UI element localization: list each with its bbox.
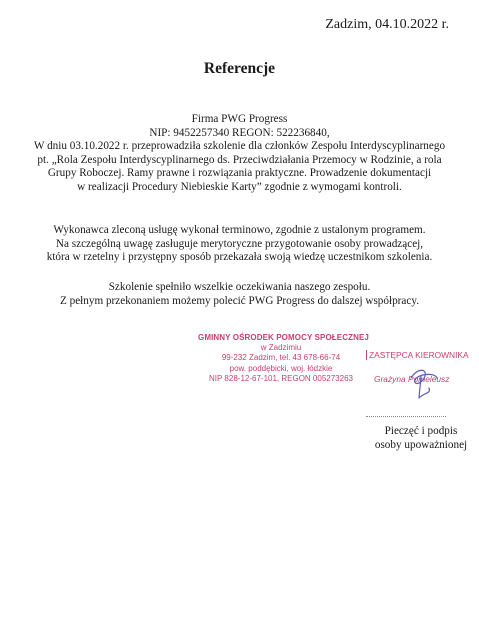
stamp-line: 99-232 Zadzim, tel. 43 678-66-74 xyxy=(221,353,341,363)
paragraph-line: Szkolenie spełniło wszelkie oczekiwania naszego zespołu. xyxy=(108,281,371,293)
signature-caption xyxy=(362,425,479,453)
paragraph-line: Z pełnym przekonaniem możemy polecić PWG Progress do dalszej współpracy. xyxy=(59,294,420,307)
letter-title: Referencje xyxy=(203,60,276,77)
paragraph-line: Na szczególną uwagę zasługuje merytoryczne przygotowanie osoby prowadzącej, xyxy=(55,237,424,250)
company-paragraph xyxy=(10,113,469,195)
signature-line xyxy=(366,416,446,417)
evaluation-paragraph xyxy=(10,224,469,265)
company-identifiers: NIP: 9452257340 REGON: 522236840, xyxy=(149,126,330,139)
deputy-title: ZASTĘPCA KIEROWNIKA xyxy=(366,350,476,360)
recommendation-paragraph xyxy=(10,281,469,308)
office-stamp xyxy=(198,333,369,384)
handwritten-signature xyxy=(405,364,445,404)
stamp-line: pow. poddębicki, woj. łódzkie xyxy=(229,363,333,373)
paragraph-line: w realizacji Procedury Niebieskie Karty” zgodnie z wymogami kontroli. xyxy=(77,180,402,193)
paragraph-line: W dniu 03.10.2022 r. przeprowadziła szkolenie dla członków Zespołu Interdyscyplinarnego xyxy=(33,140,446,153)
stamp-line: NIP 828-12-67-101, REGON 005273263 xyxy=(209,373,353,383)
paragraph-line: Wykonawca zleconą usługę wykonał terminowo, zgodnie z ustalonym programem. xyxy=(53,224,426,236)
stamp-line: w Zadzimiu xyxy=(260,343,302,353)
paragraph-line: pt. „Rola Zespołu Interdyscyplinarnego ds. Przeciwdziałania Przemocy w Rodzinie, a rola xyxy=(37,153,442,166)
letter-date: Zadzim, 04.10.2022 r. xyxy=(325,17,449,32)
deputy-name: Grażyna Pomeleusz xyxy=(374,374,450,384)
signature-caption-line: Pieczęć i podpis xyxy=(384,425,458,437)
stamp-line: GMINNY OŚRODEK POMOCY SPOŁECZNEJ xyxy=(198,333,369,342)
paragraph-line: która w rzetelny i przystępny sposób przekazała swoją wiedzę uczestnikom szkolenia. xyxy=(46,251,433,264)
signature-caption-line: osoby upoważnionej xyxy=(374,438,468,451)
company-name: Firma PWG Progress xyxy=(191,113,288,125)
paragraph-line: Grupy Roboczej. Ramy prawne i rozwiązania praktyczne. Prowadzenie dokumentacji xyxy=(47,167,432,180)
